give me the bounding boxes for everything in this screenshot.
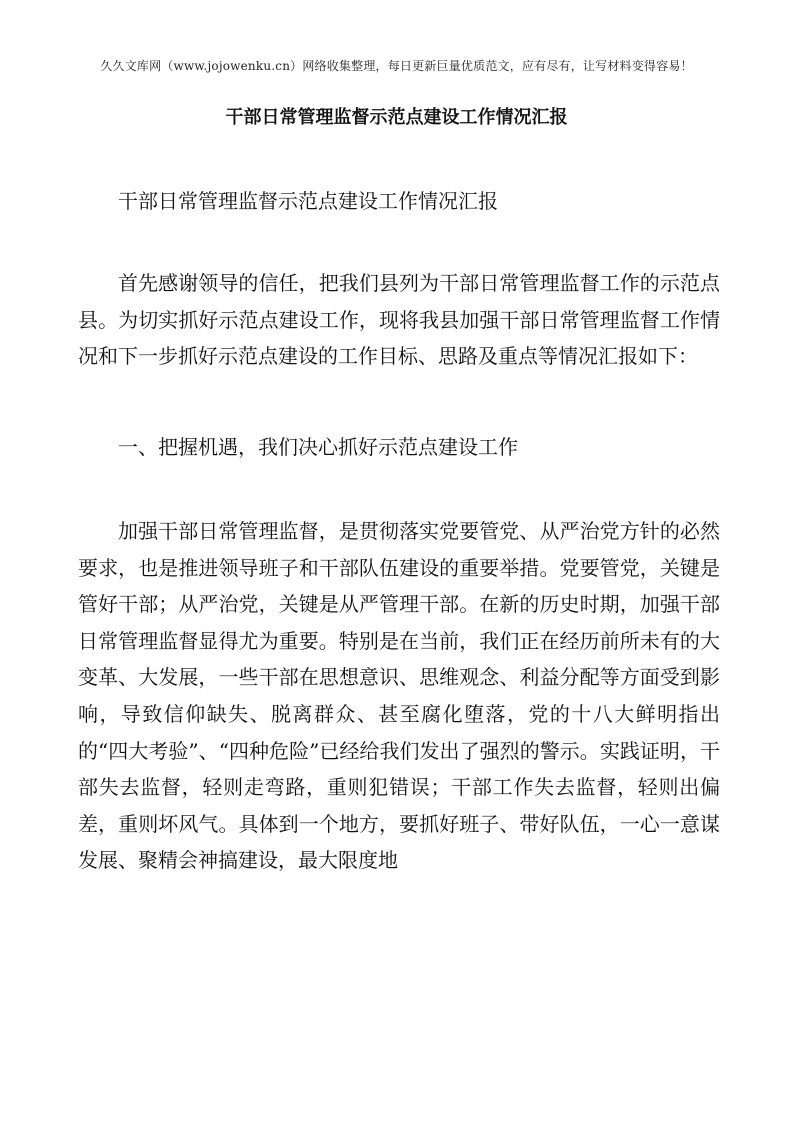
document-title: 干部日常管理监督示范点建设工作情况汇报 bbox=[225, 107, 568, 128]
header-note: 久久文库网（www.jojowenku.cn）网络收集整理，每日更新巨量优质范文，应有尽有，让写材料变得容易！ bbox=[100, 59, 693, 73]
intro-paragraph: 首先感谢领导的信任，把我们县列为干部日常管理监督工作的示范点县。为切实抓好示范点建设工作，现将我县加强干部日常管理监督工作情况和下一步抓好示范点建设的工作目标、思路及重点等情况汇报如下： bbox=[78, 271, 720, 369]
section-heading: 一、把握机遇，我们决心抓好示范点建设工作 bbox=[118, 435, 518, 459]
subtitle-paragraph: 干部日常管理监督示范点建设工作情况汇报 bbox=[118, 189, 498, 213]
body-paragraph: 加强干部日常管理监督，是贯彻落实党要管党、从严治党方针的必然要求，也是推进领导班子和干部队伍建设的重要举措。党要管党，关键是管好干部；从严治党，关键是从严管理干部。在新的历史时期，加强干部日常管理监督显得尤为重要。特别是在当前，我们正在经历前所未有的大变革、大发展，一些干部在思想意识、思维观念、利益分配等方面受到影响，导致信仰缺失、脱离群众、甚至腐化堕落，党的十八大鲜明指出的“四大考验”、“四种危险”已经给我们发出了强烈的警示。实践证明，干部失去监督，轻则走弯路，重则犯错误；干部工作失去监督，轻则出偏差，重则坏风气。具体到一个地方，要抓好班子、带好队伍，一心一意谋发展、聚精会神搞建设，最大限度地 bbox=[78, 519, 720, 873]
